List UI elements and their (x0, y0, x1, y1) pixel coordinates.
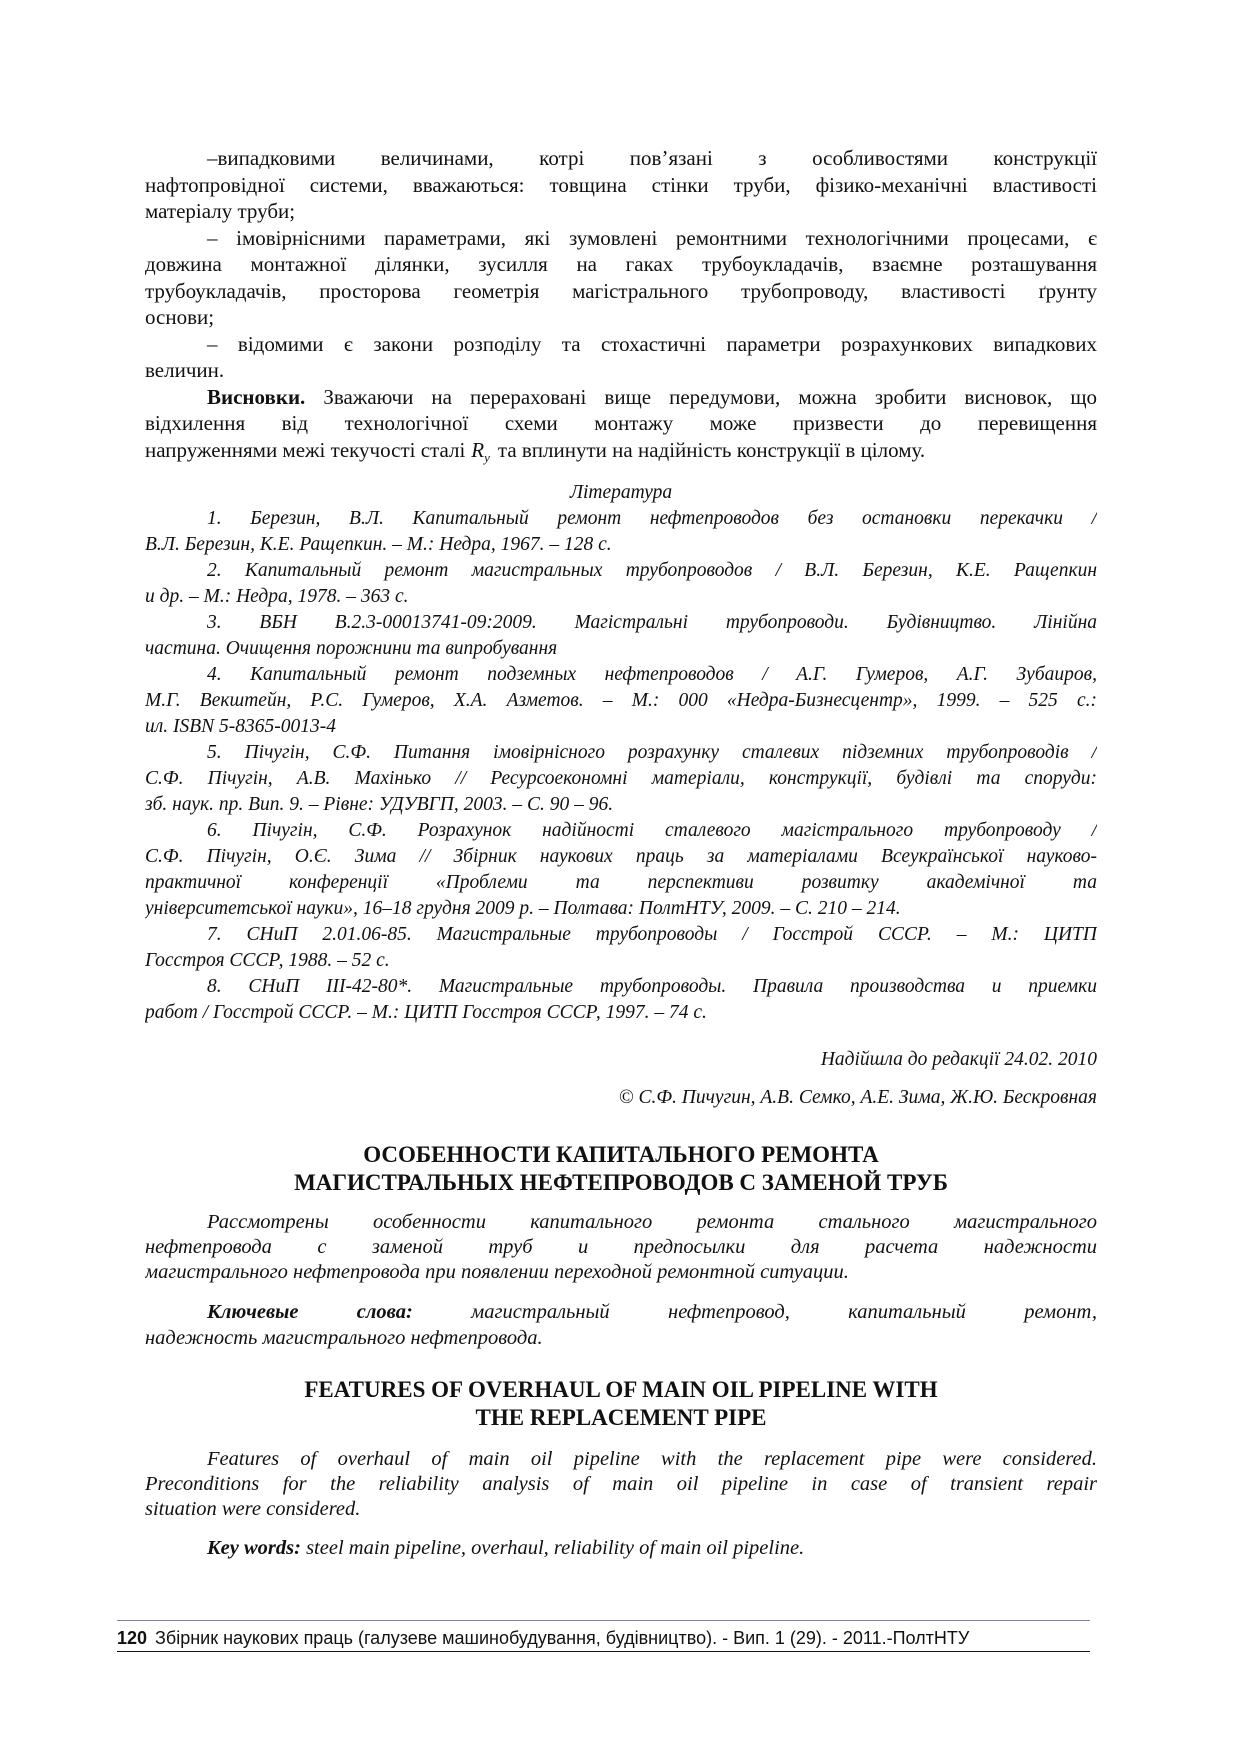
reference-line: С.Ф. Пічугін, А.В. Махінько // Ресурсоекономні матеріали, конструкції, будівлі та споруди: (145, 768, 1097, 789)
references-section (145, 480, 1097, 1026)
received-date: Надійшла до редакції 24.02. 2010 (820, 1049, 1097, 1070)
body-line: трубоукладачів, просторова геометрія магістрального трубопроводу, властивості ґрунту (145, 278, 1097, 303)
ru-abstract-line: Рассмотрены особенности капитального ремонта стального магистрального (207, 1211, 1097, 1233)
en-abstract-line: Features of overhaul of main oil pipeline with the replacement pipe were considered. (207, 1448, 1097, 1470)
reference-line: 2. Капитальный ремонт магистральных трубопроводов / В.Л. Березин, К.Е. Ращепкин (207, 560, 1097, 581)
body-line: величин. (145, 358, 225, 382)
en-abstract-line: situation were considered. (145, 1498, 361, 1520)
reference-line: Госстроя СССР, 1988. – 52 с. (145, 950, 390, 971)
yield-strength-symbol (471, 437, 490, 465)
conclusion-text: та вплинути на надійність конструкції в цілому. (497, 437, 926, 462)
symbol-main: R (471, 437, 485, 462)
ru-keywords-line (145, 1299, 1097, 1325)
footer-rule-bottom (117, 1651, 1090, 1652)
reference-item (145, 740, 1097, 818)
en-title (145, 1376, 1097, 1432)
body-line: матеріалу труби; (145, 199, 296, 223)
en-title-line: FEATURES OF OVERHAUL OF MAIN OIL PIPELINE WITH (304, 1377, 938, 1402)
reference-line: 1. Березин, В.Л. Капитальный ремонт нефтепроводов без остановки перекачки / (207, 508, 1097, 529)
references-title: Література (569, 482, 673, 503)
en-title-line: THE REPLACEMENT PIPE (475, 1405, 767, 1430)
symbol-subscript: y (484, 449, 490, 465)
reference-line: и др. – М.: Недра, 1978. – 363 с. (145, 586, 409, 607)
body-line: –випадковими величинами, котрі пов’язані з особливостями конструкції (207, 146, 1097, 170)
reference-line: 5. Пічугін, С.Ф. Питання імовірнісного розрахунку сталевих підземних трубопроводів / (207, 742, 1097, 763)
reference-line: ил. ISBN 5-8365-0013-4 (145, 716, 337, 737)
reference-line: частина. Очищення порожнини та випробування (145, 638, 558, 659)
reference-line: 4. Капитальный ремонт подземных нефтепроводов / А.Г. Гумеров, А.Г. Зубаиров, (207, 664, 1097, 685)
reference-line: зб. наук. пр. Вип. 9. – Рівне: УДУВГП, 2003. – С. 90 – 96. (145, 794, 614, 815)
ru-title-line: МАГИСТРАЛЬНЫХ НЕФТЕПРОВОДОВ С ЗАМЕНОЙ ТРУБ (294, 1170, 948, 1195)
reference-line: В.Л. Березин, К.Е. Ращепкин. – М.: Недра, 1967. – 128 с. (145, 534, 612, 555)
ru-abstract (145, 1210, 1097, 1285)
copyright-line: © С.Ф. Пичугин, А.В. Семко, А.Е. Зима, Ж.Ю. Бескровная (618, 1087, 1097, 1108)
reference-line: 8. СНиП ІІІ-42-80*. Магистральные трубопроводы. Правила производства и приемки (207, 976, 1097, 997)
conclusion-line (145, 384, 1097, 411)
body-line: основи; (145, 305, 215, 329)
reference-line: університетської науки», 16–18 грудня 2009 р. – Полтава: ПолтНТУ, 2009. – С. 210 – 214. (145, 898, 901, 919)
en-keywords-line (145, 1535, 1097, 1561)
conclusion-text: Зважаючи на перераховані вище передумови, можна зробити висновок, що (305, 384, 1097, 409)
body-line: нафтопровідної системи, вважаються: товщина стінки труби, фізико-механічні властивості (145, 172, 1097, 197)
body-line: – імовірнісними параметрами, які зумовлені ремонтними технологічними процесами, є (207, 225, 1097, 250)
reference-line: М.Г. Векштейн, Р.С. Гумеров, Х.А. Азметов. – М.: 000 «Недра-Бизнесцентр», 1999. – 525 с.: (145, 690, 1097, 711)
body-line: довжина монтажної ділянки, зусилля на гаках трубоукладачів, взаємне розташування (145, 252, 1097, 276)
reference-item (145, 506, 1097, 558)
ru-keywords-text: магистральный нефтепровод, капитальный ремонт, (412, 1301, 1097, 1323)
reference-line: 3. ВБН В.2.3-00013741-09:2009. Магістральні трубопроводи. Будівництво. Лінійна (207, 612, 1097, 633)
en-abstract (145, 1447, 1097, 1522)
ru-abstract-line: магистрального нефтепровода при появлении переходной ремонтной ситуации. (145, 1261, 849, 1283)
conclusion-line: відхилення від технологічної схеми монтажу може призвести до перевищення (145, 411, 1097, 435)
reference-line: С.Ф. Пічугін, О.Є. Зима // Збірник наукових праць за матеріалами Всеукраїнської науково- (145, 846, 1097, 867)
en-abstract-line: Preconditions for the reliability analysis of main oil pipeline in case of transient repair (145, 1473, 1097, 1495)
reference-line: 6. Пічугін, С.Ф. Розрахунок надійності сталевого магістрального трубопроводу / (207, 820, 1097, 841)
page-footer (117, 1627, 969, 1649)
reference-line: работ / Госстрой СССР. – М.: ЦИТП Госстроя СССР, 1997. – 74 с. (145, 1002, 707, 1023)
page-number: 120 (117, 1628, 148, 1648)
reference-item (145, 558, 1097, 610)
reference-line: 7. СНиП 2.01.06-85. Магистральные трубопроводы / Госстрой СССР. – М.: ЦИТП (207, 924, 1097, 945)
reference-line: практичної конференції «Проблеми та перспективи розвитку академічної та (145, 872, 1097, 893)
reference-item (145, 974, 1097, 1026)
conclusion-line (145, 437, 1097, 472)
footer-rule-top (117, 1620, 1090, 1621)
body-text (145, 145, 1097, 471)
conclusion-lead: Висновки. (207, 384, 306, 409)
conclusion-text: напруженнями межі текучості сталі (145, 437, 466, 462)
reference-item (145, 662, 1097, 740)
journal-info: Збірник наукових праць (галузеве машинобудування, будівництво). - Вип. 1 (29). - 2011.-ПолтНТУ (155, 1628, 970, 1648)
ru-keywords-line: надежность магистрального нефтепровода. (145, 1327, 543, 1349)
ru-keywords (145, 1299, 1097, 1351)
ru-keywords-label: Ключевые слова: (207, 1301, 413, 1323)
reference-item (145, 922, 1097, 974)
reference-item (145, 818, 1097, 922)
ru-title-line: ОСОБЕННОСТИ КАПИТАЛЬНОГО РЕМОНТА (363, 1142, 879, 1167)
ru-abstract-line: нефтепровода с заменой труб и предпосылки для расчета надежности (145, 1236, 1097, 1258)
en-keywords (145, 1535, 1097, 1561)
body-line: – відомими є закони розподілу та стохастичні параметри розрахункових випадкових (207, 331, 1097, 356)
en-keywords-text: steel main pipeline, overhaul, reliability of main oil pipeline. (300, 1537, 805, 1559)
en-keywords-label: Key words: (207, 1537, 301, 1559)
ru-title (145, 1141, 1097, 1197)
reference-item (145, 610, 1097, 662)
